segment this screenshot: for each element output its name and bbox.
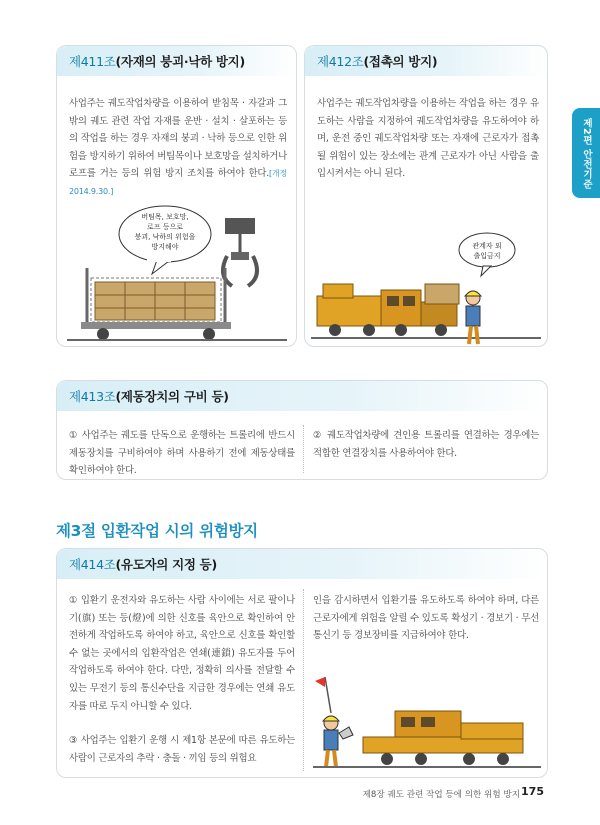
- article-414-number: 제414조: [69, 557, 116, 572]
- article-411-number: 제411조: [69, 54, 116, 69]
- article-412-header: [305, 46, 547, 76]
- article-412-body: 사업주는 궤도작업차량을 이용하는 작업을 하는 경우 유도하는 사람을 지정하여 궤도작업차량을 유도하여야 하며, 운전 중인 궤도작업차량 또는 자재에 근로자가 접촉될 위험이 있는 장소에는 관계 근로자가 아닌 사람을 출입시켜서는 아니 된다.: [317, 98, 539, 180]
- article-411-body: [69, 95, 287, 201]
- article-413-clause-2: ② 궤도작업차량에 견인용 트롤리를 연결하는 경우에는 적합한 연결장치를 사용하여야 한다.: [313, 430, 539, 459]
- article-411-card: [56, 45, 297, 347]
- section-side-tab: [572, 108, 600, 198]
- article-411-bubble-line-3: 붕괴, 낙하의 위험을: [134, 233, 196, 241]
- locomotive-worker-illustration: [305, 198, 548, 347]
- article-414-card: [56, 548, 548, 778]
- article-412-number: 제412조: [317, 54, 364, 69]
- article-413-title: (제동장치의 구비 등): [115, 389, 229, 404]
- page-number: 175: [521, 785, 544, 798]
- article-411-bubble-line-4: 방지해야: [151, 243, 179, 251]
- article-413-card: [56, 380, 548, 480]
- article-414-clause-1: ① 입환기 운전자와 유도하는 사람 사이에는 서로 팔이나 기(旗) 또는 등(燈)에 의한 신호를 육안으로 확인하여 안전하게 작업하도록 하여야 하고, 육안으로 신호를 확인할 수 없는 곳에서의 입환작업은 연쇄(連鎖) 유도자를 두어 작업하도록 하여야 한다. 다만, 정확히 의사를 전달할 수 있는 무전기 등의 통신수단을 지급한 경우에는 연쇄 유도자를 따로 두지 아니할 수 있다.: [69, 595, 295, 712]
- article-413-number: 제413조: [69, 389, 116, 404]
- article-414-divider: [303, 589, 304, 771]
- article-411-bubble-line-2: 로프 등으로: [146, 223, 184, 231]
- article-411-bubble-line-1: 버팀목, 보호망,: [141, 213, 189, 221]
- article-414-header: [57, 549, 547, 579]
- article-414-clause-3-continued: 인을 감시하면서 입환기를 유도하도록 하여야 하며, 다른 근로자에게 위험을 알릴 수 있도록 확성기 · 경보기 · 무선통신기 등 경보장비를 지급하여야 한다.: [313, 595, 539, 642]
- article-414-clause-3: ③ 사업주는 입환기 운행 시 제1항 본문에 따른 유도하는 사람이 근로자의 추락 · 충돌 · 끼임 등의 위험요: [69, 735, 295, 764]
- switching-locomotive-illustration: [309, 665, 545, 775]
- side-tab-label: 제2편 안전기준: [581, 117, 592, 189]
- article-412-card: [304, 45, 548, 347]
- article-411-header: [57, 46, 296, 76]
- article-412-bubble-line-2: 출입금지: [473, 252, 501, 260]
- section-title: 제3절 입환작업 시의 위험방지: [56, 522, 258, 540]
- article-412-bubble-line-1: 관계자 외: [472, 242, 502, 250]
- article-411-text: 사업주는 궤도작업차량을 이용하여 받침목 · 자갈과 그 밖의 궤도 관련 작업 자재를 운반 · 설치 · 살포하는 등의 작업을 하는 경우 자재의 붕괴 · 낙하 등으로 인한 위험을 방지하기 위하여 버팀목이나 보호망을 설치하거나 로프를 거는 등의 위험 방지 조치를 하여야 한다.: [69, 98, 287, 180]
- article-413-header: [57, 381, 547, 411]
- article-413-divider: [303, 425, 304, 473]
- article-414-title: (유도자의 지정 등): [115, 557, 217, 572]
- article-411-title: (자재의 붕괴·낙하 방지): [115, 54, 245, 69]
- article-413-clause-1: ① 사업주는 궤도를 단독으로 운행하는 트롤리에 반드시 제동장치를 구비하여야 하며 사용하기 전에 제동상태를 확인하여야 한다.: [69, 430, 295, 477]
- article-411-amendment: [개정 2014.9.30.]: [69, 169, 287, 196]
- trolley-illustration: [57, 198, 297, 347]
- article-412-title: (접촉의 방지): [363, 54, 438, 69]
- running-footer: 제8장 궤도 관련 작업 등에 의한 위험 방지: [362, 790, 520, 800]
